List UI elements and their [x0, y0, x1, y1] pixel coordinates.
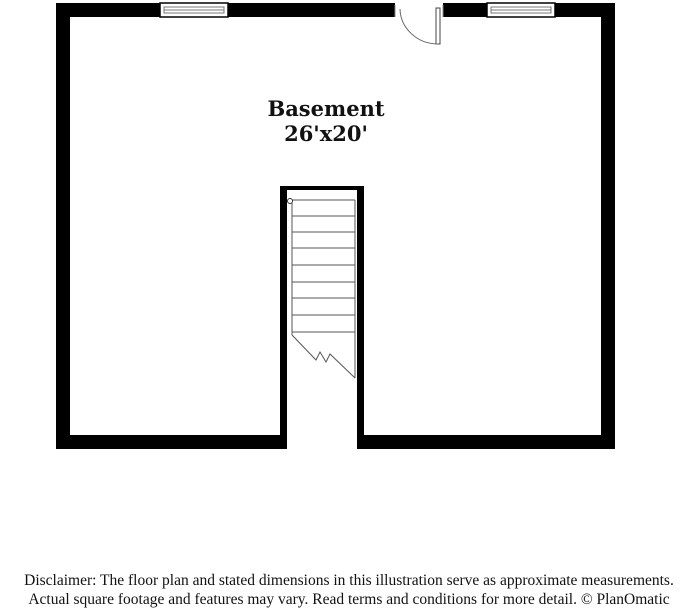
window-icon: [487, 3, 555, 17]
staircase-icon: [280, 186, 364, 435]
disclaimer-line-2: Actual square footage and features may vary. Read terms and conditions for more detail. © PlanOmatic: [28, 591, 670, 608]
stair-wall-left: [280, 188, 287, 435]
room-name-label: Basement: [267, 96, 385, 121]
exterior-walls: [56, 3, 615, 449]
wall-bottom-right: [357, 435, 615, 449]
door-icon: [395, 3, 443, 44]
window-icon: [160, 3, 228, 17]
stair-wall-top: [280, 186, 364, 190]
stair-wall-right: [357, 188, 364, 435]
wall-left: [56, 3, 70, 449]
room-dimensions-label: 26'x20': [284, 121, 368, 146]
disclaimer-line-1: Disclaimer: The floor plan and stated dimensions in this illustration serve as approximate measurements.: [24, 572, 674, 589]
wall-right: [601, 3, 615, 449]
wall-bottom-left: [56, 435, 287, 449]
